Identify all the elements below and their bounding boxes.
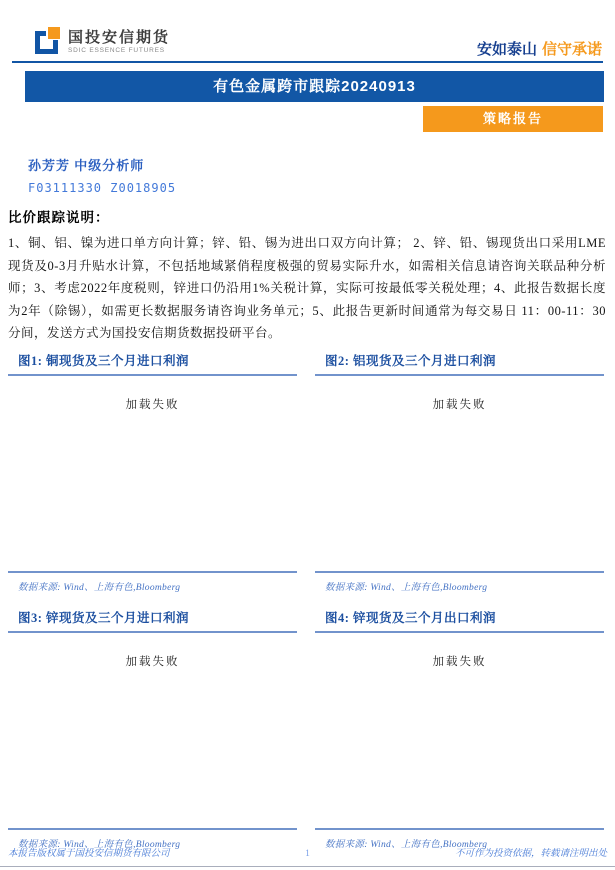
figure-chart-area	[8, 376, 297, 573]
figure-chart-area	[8, 633, 297, 830]
author-name: 孙芳芳 中级分析师	[28, 158, 145, 173]
author-block	[28, 155, 615, 195]
page-footer	[8, 845, 607, 859]
figure-title: 图3: 锌现货及三个月进口利润	[8, 608, 297, 633]
footer-copyright: 本报告版权属于国投安信期货有限公司	[8, 849, 170, 859]
figure-data-source: 数据来源: Wind、上海有色,Bloomberg	[18, 582, 181, 593]
author-license-number: F03111330 Z0018905	[28, 181, 177, 195]
figure-panel-3	[8, 608, 297, 850]
figure-panel-2	[315, 351, 604, 593]
slogan-primary: 安如泰山	[476, 41, 537, 58]
notes-heading: 比价跟踪说明：	[8, 210, 110, 225]
page-number: 1	[305, 849, 310, 859]
company-logo-text	[68, 29, 170, 54]
figure-data-source: 数据来源: Wind、上海有色,Bloomberg	[18, 839, 181, 850]
load-failed-text: 加载失败	[432, 398, 487, 411]
figure-title: 图4: 锌现货及三个月出口利润	[315, 608, 604, 633]
slogan-secondary: 信守承诺	[541, 41, 602, 58]
header-divider	[12, 61, 603, 63]
bottom-divider	[0, 866, 615, 867]
notes-body: 1、铜、铝、镍为进口单方向计算；锌、铅、锡为进出口双方向计算； 2、锌、铅、锡现货出口采用LME现货及0-3月升贴水计算，不包括地域紧俏程度极强的贸易实际升水，如需相关信息请咨询关联品种分析师；3、考虑2022年度税则，锌进口仍沿用1%关税计算，实际可按最低零关税处理；4、此报告数据长度为2年（除锡），如需更长数据服务请咨询业务单元；5、此报告更新时间通常为每交易日 11：00-11：30分间，发送方式为国投安信期货数据投研平台。	[8, 236, 606, 340]
figure-panel-4	[315, 608, 604, 850]
report-type-badge: 策略报告	[423, 106, 603, 132]
report-header	[0, 0, 615, 59]
company-name-en: SDIC ESSENCE FUTURES	[68, 46, 165, 54]
load-failed-text: 加载失败	[432, 655, 487, 668]
company-name: 国投安信期货	[68, 28, 171, 46]
sdic-logo-icon	[32, 26, 62, 56]
company-logo	[32, 26, 170, 56]
figure-grid	[8, 351, 604, 850]
badge-row	[0, 106, 603, 132]
report-title-bar: 有色金属跨市跟踪20240913	[25, 71, 604, 102]
figure-title: 图2: 铝现货及三个月进口利润	[315, 351, 604, 376]
ratio-tracking-notes	[8, 206, 606, 345]
company-slogan	[477, 38, 602, 59]
load-failed-text: 加载失败	[125, 655, 180, 668]
figure-chart-area	[315, 376, 604, 573]
footer-disclaimer: 不可作为投资依据，转载请注明出处	[454, 849, 607, 859]
figure-data-source: 数据来源: Wind、上海有色,Bloomberg	[325, 582, 488, 593]
figure-title: 图1: 铜现货及三个月进口利润	[8, 351, 297, 376]
figure-chart-area	[315, 633, 604, 830]
figure-data-source: 数据来源: Wind、上海有色,Bloomberg	[325, 839, 488, 850]
figure-panel-1	[8, 351, 297, 593]
load-failed-text: 加载失败	[125, 398, 180, 411]
